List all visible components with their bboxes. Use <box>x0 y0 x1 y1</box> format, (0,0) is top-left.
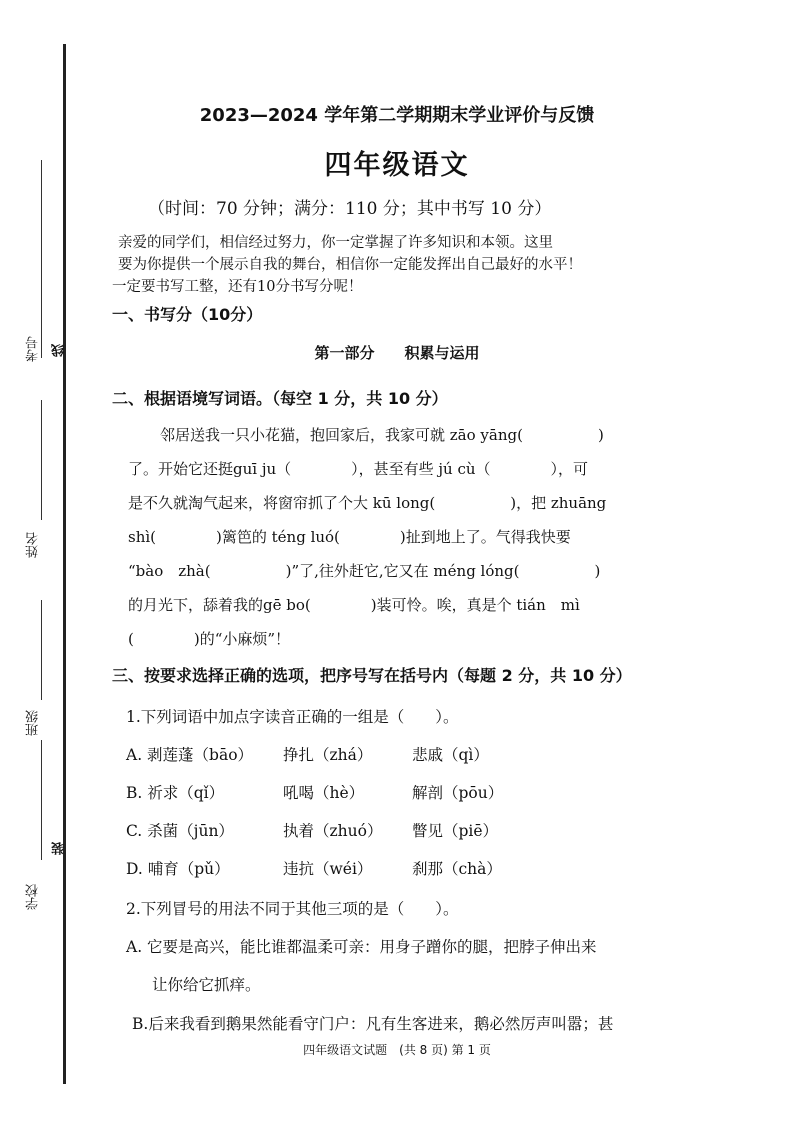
intro-line-3: 一定要书写工整，还有10分书写分呢！ <box>112 279 363 295</box>
line-mark: 线 <box>52 344 67 357</box>
exam-no-label: 考号 <box>26 336 41 362</box>
school-blank-line <box>41 740 42 860</box>
q1-option-c: C. 杀菌（jūn） <box>126 822 234 840</box>
passage-line-2: 了。开始它还挺guī ju（ ），甚至有些 jú cù（ ），可 <box>128 460 589 478</box>
exam-no-blank-line <box>41 160 42 358</box>
name-blank-line <box>41 400 42 520</box>
q1-option-a-word2: 挣扎（zhá） <box>283 746 373 764</box>
passage-line-7: ( )的“小麻烦”！ <box>128 630 291 648</box>
q1-option-b: B. 祈求（qǐ） <box>126 784 225 802</box>
section-1-heading: 一、书写分（10分） <box>112 305 263 324</box>
school-label: 学校 <box>26 884 41 910</box>
q1-option-b-word2: 吼喝（hè） <box>283 784 365 802</box>
q1-option-c-word2: 执着（zhuó） <box>283 822 383 840</box>
exam-title: 2023—2024 学年第二学期期末学业评价与反馈 <box>199 105 595 126</box>
q2-option-a-line-1: A. 它要是高兴，能比谁都温柔可亲：用身子蹭你的腿，把脖子伸出来 <box>126 938 597 956</box>
name-label: 姓名 <box>26 532 41 558</box>
intro-line-1: 亲爱的同学们，相信经过努力，你一定掌握了许多知识和本领。这里 <box>118 235 553 251</box>
exam-info: （时间：70 分钟；满分：110 分；其中书写 10 分） <box>148 199 552 219</box>
question-2-stem: 2.下列冒号的用法不同于其他三项的是（ ）。 <box>126 900 459 918</box>
passage-line-4: shì( )篱笆的 téng luó( )扯到地上了。气得我快要 <box>128 528 571 546</box>
passage-line-1: 邻居送我一只小花猫，抱回家后，我家可就 zāo yāng( ) <box>160 426 604 444</box>
page-footer: 四年级语文试题 (共 8 页) 第 1 页 <box>303 1043 491 1057</box>
binding-line <box>63 44 66 1084</box>
section-3-heading: 三、按要求选择正确的选项，把序号写在括号内（每题 2 分，共 10 分） <box>112 666 632 685</box>
class-blank-line <box>41 600 42 700</box>
q2-option-a-line-2: 让你给它抓痒。 <box>152 976 261 994</box>
section-2-heading: 二、根据语境写词语。（每空 1 分，共 10 分） <box>112 389 448 408</box>
passage-line-6: 的月光下，舔着我的gē bo( )装可怜。唉，真是个 tián mì <box>128 596 580 614</box>
q1-option-d: D. 哺育（pǔ） <box>126 860 230 878</box>
q1-option-a: A. 剥莲蓬（bāo） <box>126 746 254 764</box>
class-label: 班级 <box>26 710 41 736</box>
intro-line-2: 要为你提供一个展示自我的舞台，相信你一定能发挥出自己最好的水平！ <box>118 257 582 273</box>
q1-option-c-word3: 瞥见（piē） <box>412 822 499 840</box>
question-1-stem: 1.下列词语中加点字读音正确的一组是（ ）。 <box>126 708 459 726</box>
q1-option-b-word3: 解剖（pōu） <box>412 784 504 802</box>
passage-line-3: 是不久就淘气起来，将窗帘抓了个大 kū long( )，把 zhuāng <box>128 494 607 512</box>
q1-option-a-word3: 悲戚（qì） <box>412 746 489 764</box>
subject-title: 四年级语文 <box>324 150 470 181</box>
q2-option-b-line-1: B.后来我看到鹅果然能看守门户：凡有生客进来，鹅必然厉声叫嚣；甚 <box>132 1015 614 1033</box>
q1-option-d-word2: 违抗（wéi） <box>283 860 373 878</box>
passage-line-5: “bào zhà( )”了,往外赶它,它又在 méng lóng( ) <box>128 562 601 580</box>
part-1-heading: 第一部分 积累与运用 <box>314 344 480 362</box>
q1-option-d-word3: 刹那（chà） <box>412 860 502 878</box>
bind-mark: 装 <box>52 842 67 855</box>
